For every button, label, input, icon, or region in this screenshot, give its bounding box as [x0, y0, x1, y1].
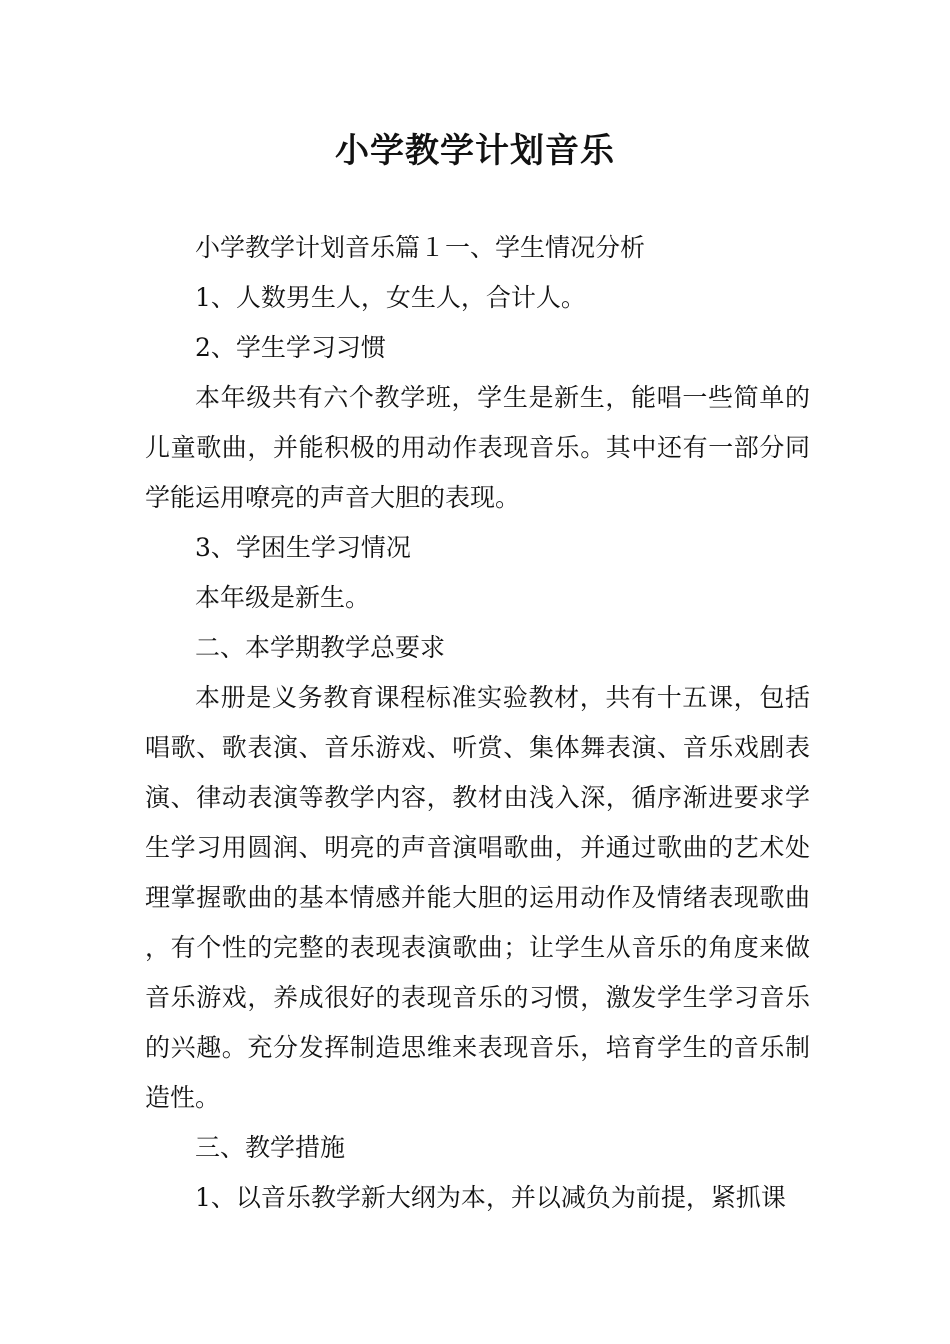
- paragraph-semester-requirements-heading: 二、本学期教学总要求: [195, 633, 446, 662]
- paragraph-section-heading: 小学教学计划音乐篇１一、学生情况分析: [195, 233, 646, 262]
- document-title: 小学教学计划音乐: [335, 131, 615, 171]
- paragraph-struggling-students-heading: 3、学困生学习情况: [195, 533, 411, 562]
- paragraph-teaching-measures-heading: 三、教学措施: [195, 1133, 346, 1162]
- paragraph-study-habits-heading: 2、学生学习习惯: [195, 333, 386, 362]
- paragraph-teaching-measures-1: 1、以音乐教学新大纲为本，并以减负为前提，紧抓课: [195, 1183, 786, 1212]
- paragraph-semester-requirements: 本册是义务教育课程标准实验教材，共有十五课，包括唱歌、歌表演、音乐游戏、听赏、集体舞表演、音乐戏剧表演、律动表演等教学内容，教材由浅入深，循序渐进要求学生学习用圆润、明亮的声音演唱歌曲，并通过歌曲的艺术处理掌握歌曲的基本情感并能大胆的运用动作及情绪表现歌曲，有个性的完整的表现表演歌曲；让学生从音乐的角度来做音乐游戏，养成很好的表现音乐的习惯，激发学生学习音乐的兴趣。充分发挥制造思维来表现音乐，培育学生的音乐制造性。: [145, 683, 810, 1112]
- paragraph-struggling-students: 本年级是新生。: [195, 583, 371, 612]
- document-body: [145, 223, 810, 1223]
- paragraph-student-count: 1、人数男生人，女生人，合计人。: [195, 283, 586, 312]
- paragraph-study-habits: 本年级共有六个教学班，学生是新生，能唱一些简单的儿童歌曲，并能积极的用动作表现音乐。其中还有一部分同学能运用嘹亮的声音大胆的表现。: [145, 383, 810, 512]
